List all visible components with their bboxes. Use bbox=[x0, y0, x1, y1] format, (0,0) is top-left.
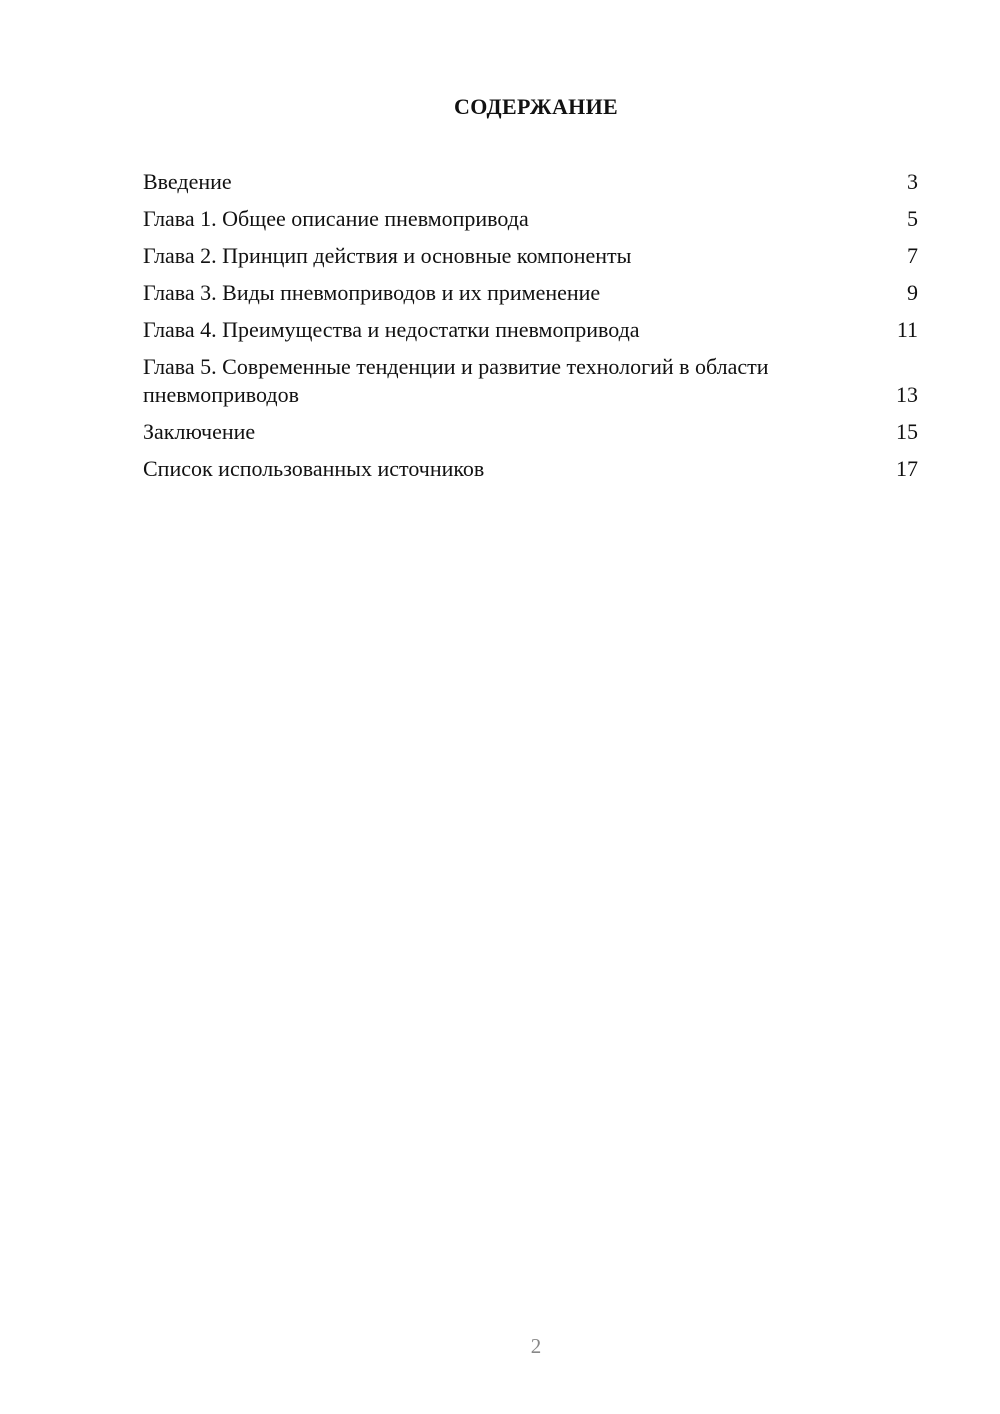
toc-entry-chapter-5 bbox=[143, 353, 918, 409]
toc-entry-introduction bbox=[143, 168, 918, 196]
toc-entry-page: 13 bbox=[896, 382, 918, 407]
toc-entry-title: Список использованных источников bbox=[143, 456, 485, 481]
toc-entry-chapter-1 bbox=[143, 205, 918, 233]
toc-entry-title: Глава 1. Общее описание пневмопривода bbox=[143, 206, 529, 231]
page-number: 2 bbox=[530, 1334, 542, 1358]
toc-entry-conclusion bbox=[143, 418, 918, 446]
toc-entry-title: Заключение bbox=[143, 419, 256, 444]
page-title: СОДЕРЖАНИЕ bbox=[454, 94, 618, 119]
toc-entry-title: Глава 2. Принцип действия и основные компоненты bbox=[143, 243, 632, 268]
toc-entry-page: 17 bbox=[896, 456, 918, 481]
toc-entry-page: 15 bbox=[896, 419, 918, 444]
toc-entry-title: Введение bbox=[143, 169, 232, 194]
table-of-contents bbox=[143, 168, 918, 492]
toc-entry-page: 5 bbox=[907, 206, 918, 231]
toc-entry-chapter-2 bbox=[143, 242, 918, 270]
toc-entry-title: Глава 4. Преимущества и недостатки пневмопривода bbox=[143, 317, 640, 342]
toc-entry-page: 9 bbox=[907, 280, 918, 305]
toc-entry-title: Глава 5. Современные тенденции и развитие технологий в области пневмоприводов bbox=[143, 354, 769, 407]
toc-entry-chapter-3 bbox=[143, 279, 918, 307]
toc-entry-references bbox=[143, 455, 918, 483]
toc-entry-page: 3 bbox=[907, 169, 918, 194]
toc-entry-page: 7 bbox=[907, 243, 918, 268]
toc-entry-page: 11 bbox=[896, 317, 918, 342]
toc-entry-chapter-4 bbox=[143, 316, 918, 344]
toc-entry-title: Глава 3. Виды пневмоприводов и их применение bbox=[143, 280, 601, 305]
